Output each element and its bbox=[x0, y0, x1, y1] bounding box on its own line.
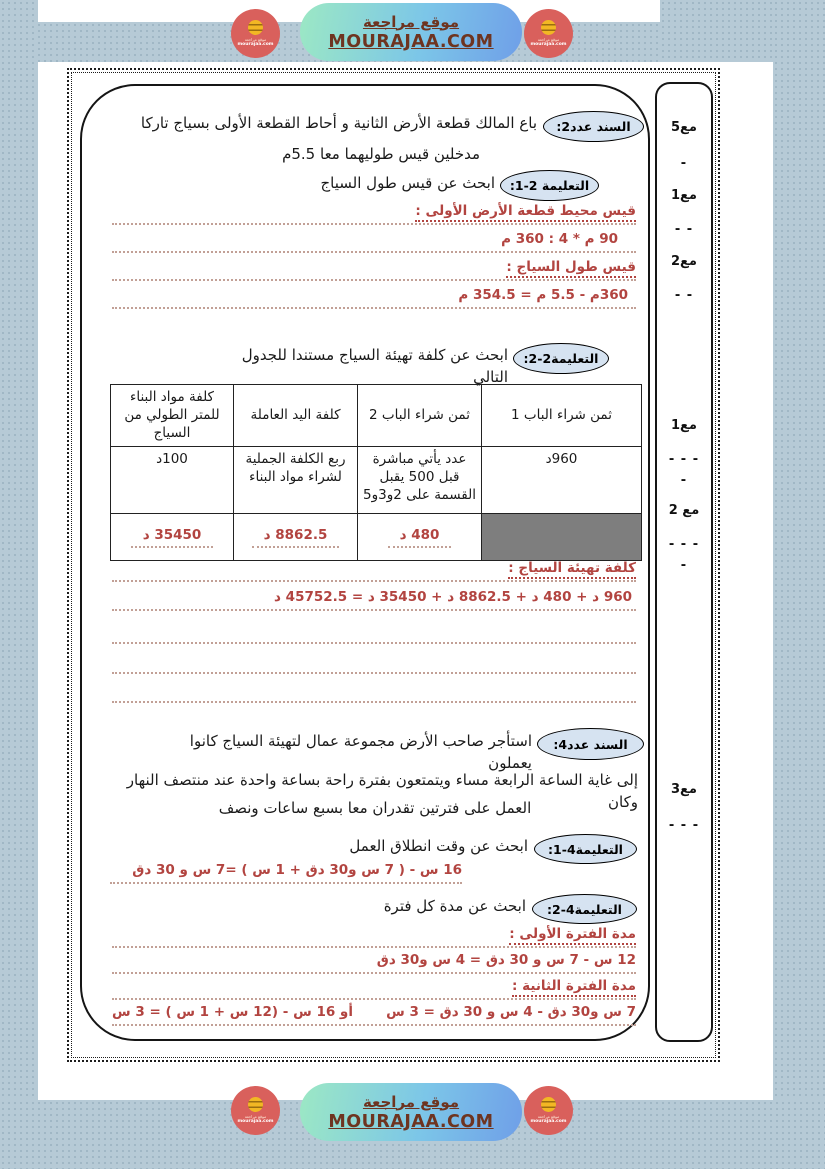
book-icon bbox=[541, 20, 556, 35]
answer-line bbox=[112, 589, 636, 611]
answer-line bbox=[112, 978, 636, 1000]
footer-site-name-arabic[interactable]: موقع مراجعة bbox=[362, 1092, 460, 1111]
answer-line bbox=[112, 560, 636, 582]
right-band bbox=[773, 0, 825, 1169]
grade-mark: - - bbox=[674, 288, 694, 303]
grade-mark: مع1 bbox=[671, 418, 697, 433]
answer-line bbox=[112, 287, 636, 309]
header-brand-pill[interactable] bbox=[300, 3, 522, 61]
sanad-2-line2: مدخلين قيس طوليهما معا 5.5م bbox=[282, 145, 480, 163]
answer-calc: 16 س - ( 7 س و30 دق + 1 س ) =7 س و 30 دق bbox=[132, 862, 462, 878]
answer-label: مدة الفترة الثانية : bbox=[512, 978, 636, 997]
badge-taalima-2-2: التعليمة2-2: bbox=[513, 343, 609, 374]
answer-line bbox=[112, 926, 636, 948]
book-icon bbox=[248, 1097, 263, 1112]
answer-line bbox=[112, 952, 636, 974]
answer-label: قيس محيط قطعة الأرض الأولى : bbox=[415, 203, 636, 222]
grade-mark: - - - bbox=[668, 818, 700, 833]
footer-site-link[interactable]: MOURAJAA.COM bbox=[328, 1111, 494, 1132]
cost-table bbox=[110, 384, 642, 561]
logo-text-arabic: موقع مراجعة bbox=[244, 36, 267, 42]
table-answer-row bbox=[111, 513, 642, 560]
taalima-2-2-prompt: ابحث عن كلفة تهيئة السياج مستندا للجدول التالي bbox=[241, 346, 508, 386]
grade-mark: مع 2 bbox=[668, 503, 700, 518]
answer-label: كلفة تهيئة السياج : bbox=[508, 560, 636, 579]
empty-answer-line bbox=[112, 622, 636, 644]
grade-mark: - - - bbox=[668, 537, 700, 552]
answer-line bbox=[112, 231, 636, 253]
answer-line bbox=[112, 259, 636, 281]
given-cell: ربع الكلفة الجملية لشراء مواد البناء bbox=[234, 446, 358, 513]
logo-text-domain: mourajaa.com bbox=[530, 41, 567, 47]
grade-mark: مع2 bbox=[671, 254, 697, 269]
answer-cell bbox=[358, 513, 482, 560]
footer-logo-right[interactable] bbox=[524, 1086, 573, 1135]
header-cell: كلفة اليد العاملة bbox=[234, 385, 358, 447]
logo-text-domain: mourajaa.com bbox=[237, 41, 274, 47]
grade-mark: مع1 bbox=[671, 188, 697, 203]
badge-taalima-2-1: التعليمة 2-1: bbox=[500, 170, 599, 201]
sanad-4-line2: إلى غاية الساعة الرابعة مساء ويتمتعون بفترة راحة بساعة واحدة عند منتصف النهار وكان bbox=[126, 771, 638, 811]
table-header-row bbox=[111, 385, 642, 447]
logo-text-domain: mourajaa.com bbox=[237, 1118, 274, 1124]
logo-text-arabic: موقع مراجعة bbox=[244, 1113, 267, 1119]
taalima-4-2-prompt: ابحث عن مدة كل فترة bbox=[383, 897, 526, 915]
header-site-link[interactable]: MOURAJAA.COM bbox=[328, 31, 494, 52]
logo-text-arabic: موقع مراجعة bbox=[537, 1113, 560, 1119]
grade-mark: - bbox=[680, 473, 688, 488]
given-cell: 100د bbox=[111, 446, 234, 513]
answer-cell bbox=[234, 513, 358, 560]
taalima-4-1-prompt: ابحث عن وقت انطلاق العمل bbox=[349, 837, 528, 855]
answer-label: مدة الفترة الأولى : bbox=[509, 926, 636, 945]
book-icon bbox=[248, 20, 263, 35]
answer-line bbox=[112, 203, 636, 225]
book-icon bbox=[541, 1097, 556, 1112]
footer-logo-left[interactable] bbox=[231, 1086, 280, 1135]
answer-calc: 12 س - 7 س و 30 دق = 4 س و30 دق bbox=[376, 952, 636, 968]
header-logo-right[interactable] bbox=[524, 9, 573, 58]
left-band bbox=[0, 0, 38, 1169]
header-cell: ثمن شراء الباب 1 bbox=[482, 385, 642, 447]
badge-taalima-4-2: التعليمة4-2: bbox=[532, 894, 637, 924]
logo-text-domain: mourajaa.com bbox=[530, 1118, 567, 1124]
answer-value: 35450 د bbox=[131, 526, 214, 548]
footer-brand-pill[interactable] bbox=[300, 1083, 522, 1141]
grade-mark: - - bbox=[674, 222, 694, 237]
answer-value: 480 د bbox=[388, 526, 452, 548]
sanad-2-line1: باع المالك قطعة الأرض الثانية و أحاط القطعة الأولى بسياج تاركا bbox=[140, 114, 537, 132]
answer-calc: 360م - 5.5 م = 354.5 م bbox=[458, 287, 628, 303]
empty-answer-line bbox=[112, 681, 636, 703]
badge-sanad-4: السند عدد4: bbox=[537, 728, 644, 760]
logo-text-arabic: موقع مراجعة bbox=[537, 36, 560, 42]
answer-value: 8862.5 د bbox=[252, 526, 340, 548]
grade-mark: - bbox=[680, 156, 688, 171]
answer-calc-alt: أو 16 س - (12 س + 1 س ) = 3 س bbox=[112, 1004, 353, 1020]
answer-line bbox=[110, 862, 462, 884]
grade-mark: - - - bbox=[668, 452, 700, 467]
taalima-2-1-prompt: ابحث عن قيس طول السياج bbox=[320, 174, 495, 192]
sanad-4-line1: استأجر صاحب الأرض مجموعة عمال لتهيئة السياج كانوا يعملون bbox=[189, 732, 532, 772]
answer-calc: 7 س و30 دق - 4 س و 30 دق = 3 س bbox=[386, 1004, 636, 1020]
answer-calc: 90 م * 4 : 360 م bbox=[501, 231, 618, 247]
header-site-name-arabic[interactable]: موقع مراجعة bbox=[362, 12, 460, 31]
grade-mark: مع3 bbox=[671, 782, 697, 797]
grade-mark: - bbox=[680, 558, 688, 573]
grading-sidebar bbox=[655, 82, 713, 1042]
header-logo-left[interactable] bbox=[231, 9, 280, 58]
table-given-row bbox=[111, 446, 642, 513]
header-cell: ثمن شراء الباب 2 bbox=[358, 385, 482, 447]
answer-cell-blank bbox=[482, 513, 642, 560]
answer-label: قيس طول السياج : bbox=[506, 259, 636, 278]
empty-answer-line bbox=[112, 652, 636, 674]
badge-taalima-4-1: التعليمة4-1: bbox=[534, 834, 637, 864]
answer-calc: 960 د + 480 د + 8862.5 د + 35450 د = 45752.5 د bbox=[274, 589, 632, 605]
answer-line bbox=[112, 1004, 636, 1026]
answer-cell bbox=[111, 513, 234, 560]
sanad-4-line3: العمل على فترتين تقدران معا بسبع ساعات ونصف bbox=[218, 799, 532, 817]
given-cell: عدد يأتي مباشرة قبل 500 يقبل القسمة على 2و3و5 bbox=[358, 446, 482, 513]
badge-sanad-2: السند عدد2: bbox=[543, 111, 644, 142]
given-cell: 960د bbox=[482, 446, 642, 513]
header-cell: كلفة مواد البناء للمتر الطولي من السياج bbox=[111, 385, 234, 447]
grade-mark: مع5 bbox=[671, 120, 697, 135]
